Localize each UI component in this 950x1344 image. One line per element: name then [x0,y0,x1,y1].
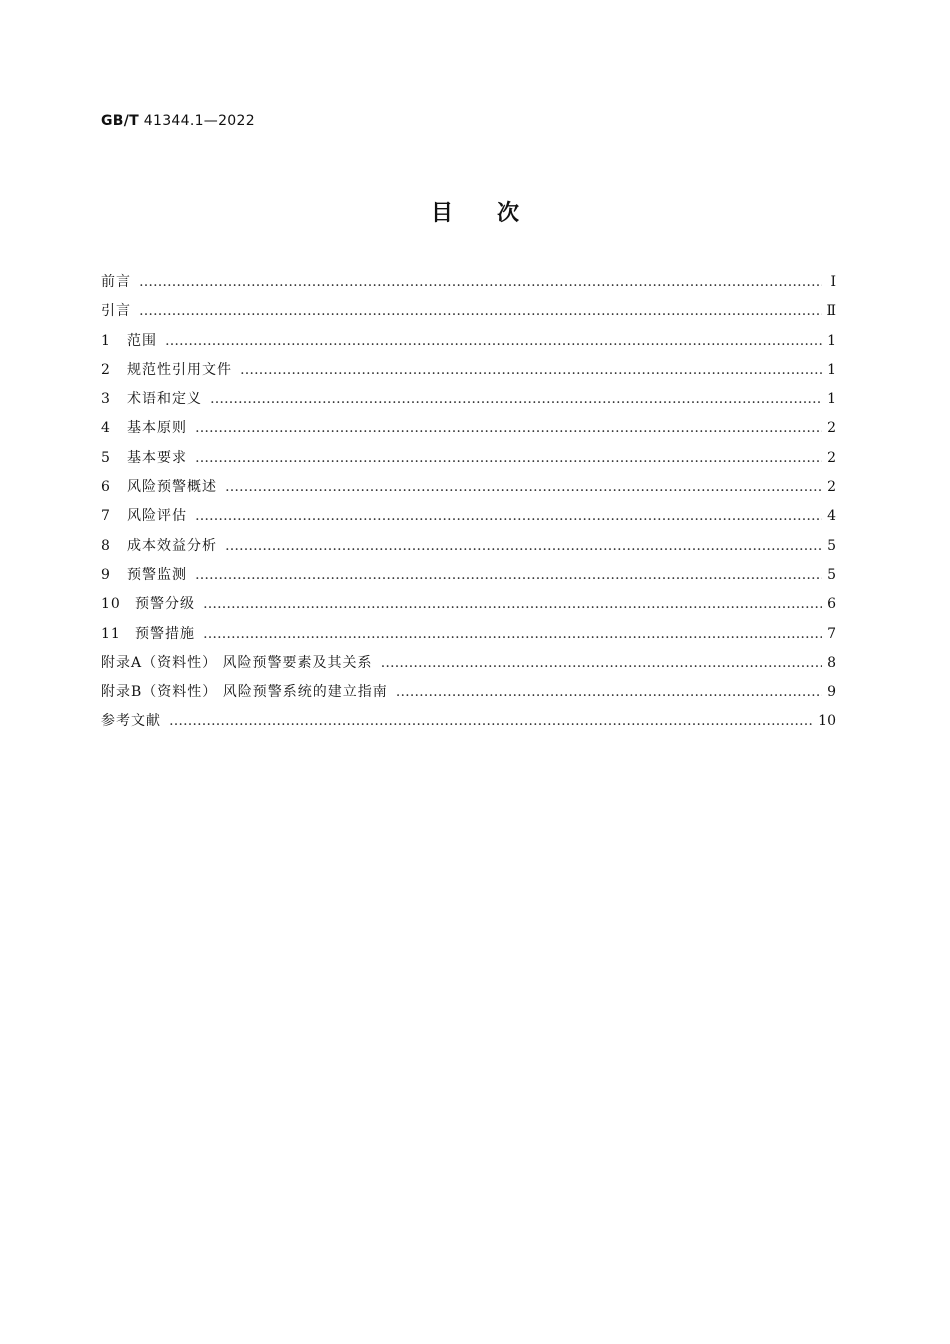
toc-entry-page: 1 [827,361,836,378]
toc-entry[interactable] [101,359,836,388]
toc-entry-label [101,505,187,525]
standard-number: 41344.1—2022 [143,113,255,129]
toc-entry[interactable] [101,564,836,593]
toc-entry-page: 5 [827,566,836,583]
toc-entry-label [101,652,373,672]
dot-leader [396,684,822,700]
toc-entry-label [101,300,131,320]
toc-entry-label [101,447,187,467]
toc-entry-page: 2 [827,420,836,437]
toc-entry[interactable] [101,681,836,710]
toc-entry-label [101,535,217,555]
toc-entry[interactable] [101,710,836,739]
toc-entry-page: 4 [827,508,836,525]
toc-entry[interactable] [101,388,836,417]
dot-leader [381,655,822,671]
toc-entry-number: 3 [101,391,111,408]
table-of-contents [101,271,836,740]
toc-entry[interactable] [101,505,836,534]
toc-entry-page: 10 [818,713,836,730]
toc-entry-number: 5 [101,449,111,466]
toc-entry-text: 成本效益分析 [127,537,217,554]
toc-entry[interactable] [101,623,836,652]
toc-entry-page: 5 [827,537,836,554]
dot-leader [169,713,814,729]
toc-entry-label [101,593,195,613]
dot-leader [225,479,822,495]
toc-title: 目次 [430,201,563,226]
toc-entry-text: 预警监测 [127,566,187,583]
toc-entry-page: 6 [827,596,836,613]
toc-entry-label [101,710,161,730]
toc-entry-text: 术语和定义 [127,391,202,408]
toc-entry-label [101,359,232,379]
toc-entry-label [101,623,195,643]
toc-entry-text: 参考文献 [101,713,161,730]
toc-entry-page: 9 [827,684,836,701]
toc-entry-text: 预警措施 [135,625,195,642]
toc-entry-page: 8 [827,654,836,671]
toc-entry-text: 附录A（资料性） 风险预警要素及其关系 [101,654,373,671]
toc-entry-label [101,681,388,701]
toc-entry-number: 10 [101,596,121,613]
toc-entry-label [101,388,202,408]
toc-entry-page: Ⅰ [830,274,836,290]
dot-leader [203,626,822,642]
toc-entry[interactable] [101,652,836,681]
toc-entry-text: 引言 [101,303,131,320]
toc-entry-number: 7 [101,508,111,525]
toc-entry-number: 2 [101,361,111,378]
toc-entry-number: 9 [101,566,111,583]
toc-entry[interactable] [101,330,836,359]
standard-prefix: GB/T [101,113,140,129]
toc-entry[interactable] [101,476,836,505]
toc-entry-page: 1 [827,391,836,408]
toc-entry-label [101,564,187,584]
toc-entry-number: 4 [101,420,111,437]
toc-entry-label [101,271,131,291]
toc-entry[interactable] [101,271,836,300]
dot-leader [195,508,822,524]
dot-leader [225,538,822,554]
toc-entry-text: 预警分级 [135,596,195,613]
toc-entry-text: 前言 [101,274,131,290]
toc-entry-page: 2 [827,479,836,496]
toc-entry[interactable] [101,535,836,564]
dot-leader [165,333,822,349]
toc-entry-label [101,330,157,350]
toc-entry-label [101,476,217,496]
toc-entry[interactable] [101,300,836,329]
toc-entry-number: 6 [101,479,111,496]
toc-entry-text: 基本要求 [127,449,187,466]
dot-leader [139,303,822,319]
dot-leader [195,420,822,436]
toc-entry-text: 风险预警概述 [127,479,217,496]
toc-entry-page: 7 [827,625,836,642]
toc-entry-page: Ⅱ [826,303,836,320]
toc-entry-label [101,417,187,437]
toc-entry-text: 范围 [127,332,157,349]
dot-leader [203,596,822,612]
dot-leader [139,274,822,290]
toc-entry-number: 8 [101,537,111,554]
toc-entry[interactable] [101,417,836,446]
toc-entry-text: 风险评估 [127,508,187,525]
dot-leader [195,567,822,583]
toc-entry-number: 11 [101,625,121,642]
toc-entry[interactable] [101,447,836,476]
dot-leader [195,450,822,466]
toc-entry-number: 1 [101,332,111,349]
toc-entry-page: 1 [827,332,836,349]
toc-entry-text: 基本原则 [127,420,187,437]
toc-entry-text: 附录B（资料性） 风险预警系统的建立指南 [101,684,388,701]
dot-leader [240,362,822,378]
standard-code [101,113,255,129]
dot-leader [210,391,822,407]
toc-entry-page: 2 [827,449,836,466]
toc-entry-text: 规范性引用文件 [127,361,232,378]
toc-entry[interactable] [101,593,836,622]
